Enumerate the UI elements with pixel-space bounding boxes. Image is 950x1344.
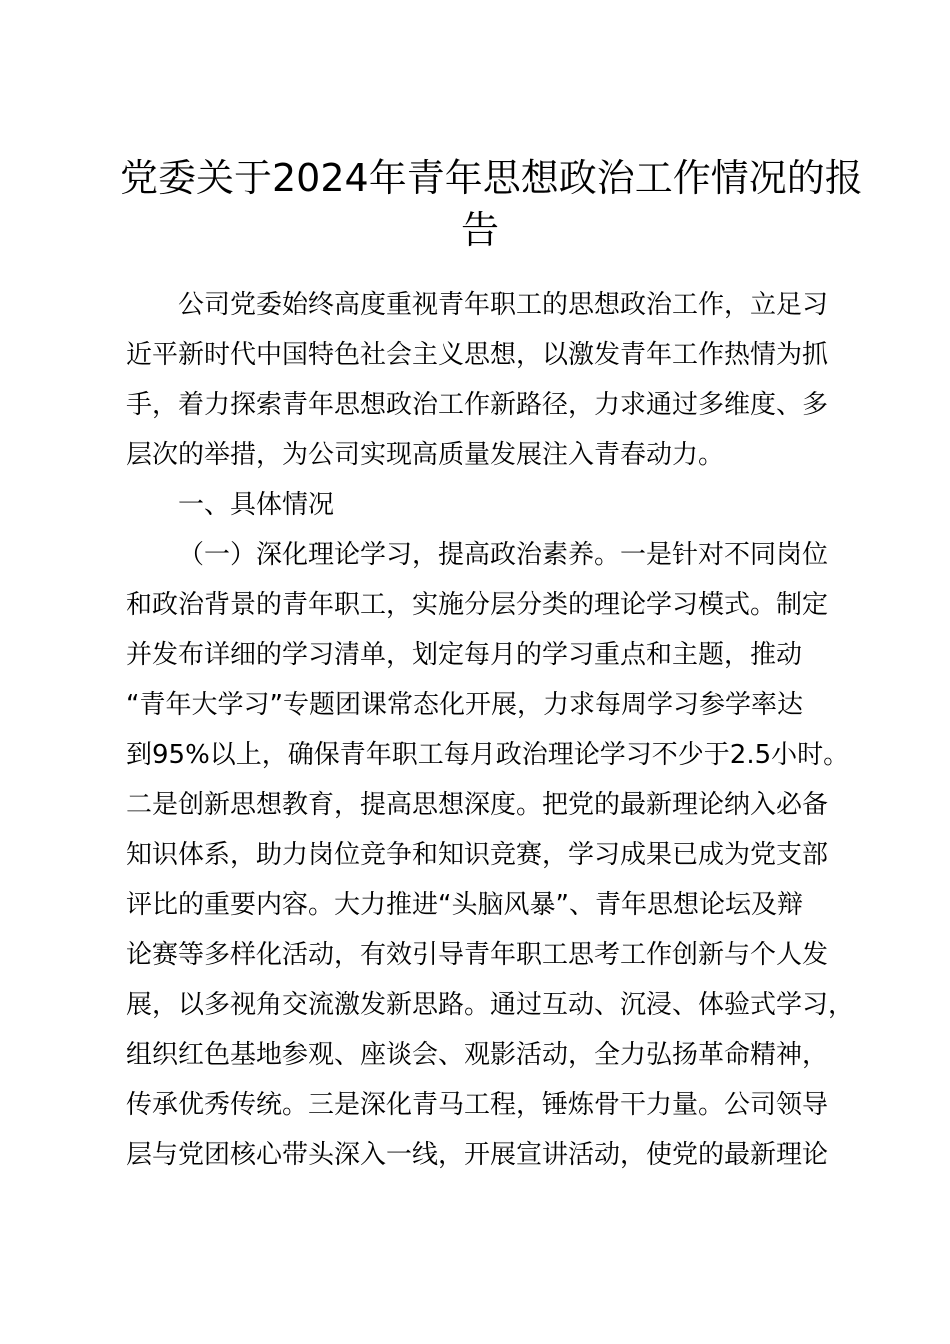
section-heading: 一、具体情况 [178, 490, 335, 520]
subsection-line-5: 到95%以上，确保青年职工每月政治理论学习不少于2.5小时。 [126, 740, 850, 770]
subsection-line-12: 传承优秀传统。三是深化青马工程，锤炼骨干力量。公司领导 [126, 1090, 829, 1120]
subsection-line-11: 组织红色基地参观、座谈会、观影活动，全力弘扬革命精神， [126, 1040, 829, 1070]
subsection-line-6: 二是创新思想教育，提高思想深度。把党的最新理论纳入必备 [126, 790, 829, 820]
intro-line-2: 近平新时代中国特色社会主义思想，以激发青年工作热情为抓 [126, 340, 829, 370]
title-line-1: 党委关于2024年青年思想政治工作情况的报 [120, 156, 863, 200]
subsection-line-2: 和政治背景的青年职工，实施分层分类的理论学习模式。制定 [126, 590, 829, 620]
subsection-line-4: “青年大学习”专题团课常态化开展，力求每周学习参学率达 [126, 690, 803, 720]
intro-line-1: 公司党委始终高度重视青年职工的思想政治工作，立足习 [178, 290, 829, 320]
title-line-2: 告 [460, 208, 499, 252]
subsection-line-13: 层与党团核心带头深入一线，开展宣讲活动，使党的最新理论 [126, 1140, 829, 1170]
subsection-line-10: 展，以多视角交流激发新思路。通过互动、沉浸、体验式学习， [126, 990, 855, 1020]
subsection-line-8: 评比的重要内容。大力推进“头脑风暴”、青年思想论坛及辩 [126, 890, 803, 920]
intro-line-4: 层次的举措，为公司实现高质量发展注入青春动力。 [126, 440, 725, 470]
document-body [126, 280, 866, 1180]
intro-line-3: 手，着力探索青年思想政治工作新路径，力求通过多维度、多 [126, 390, 829, 420]
subsection-line-9: 论赛等多样化活动，有效引导青年职工思考工作创新与个人发 [126, 940, 829, 970]
document-title [120, 152, 863, 256]
subsection-line-1: （一）深化理论学习，提高政治素养。一是针对不同岗位 [178, 540, 829, 570]
subsection-line-7: 知识体系，助力岗位竞争和知识竞赛，学习成果已成为党支部 [126, 840, 829, 870]
subsection-line-3: 并发布详细的学习清单，划定每月的学习重点和主题，推动 [126, 640, 803, 670]
